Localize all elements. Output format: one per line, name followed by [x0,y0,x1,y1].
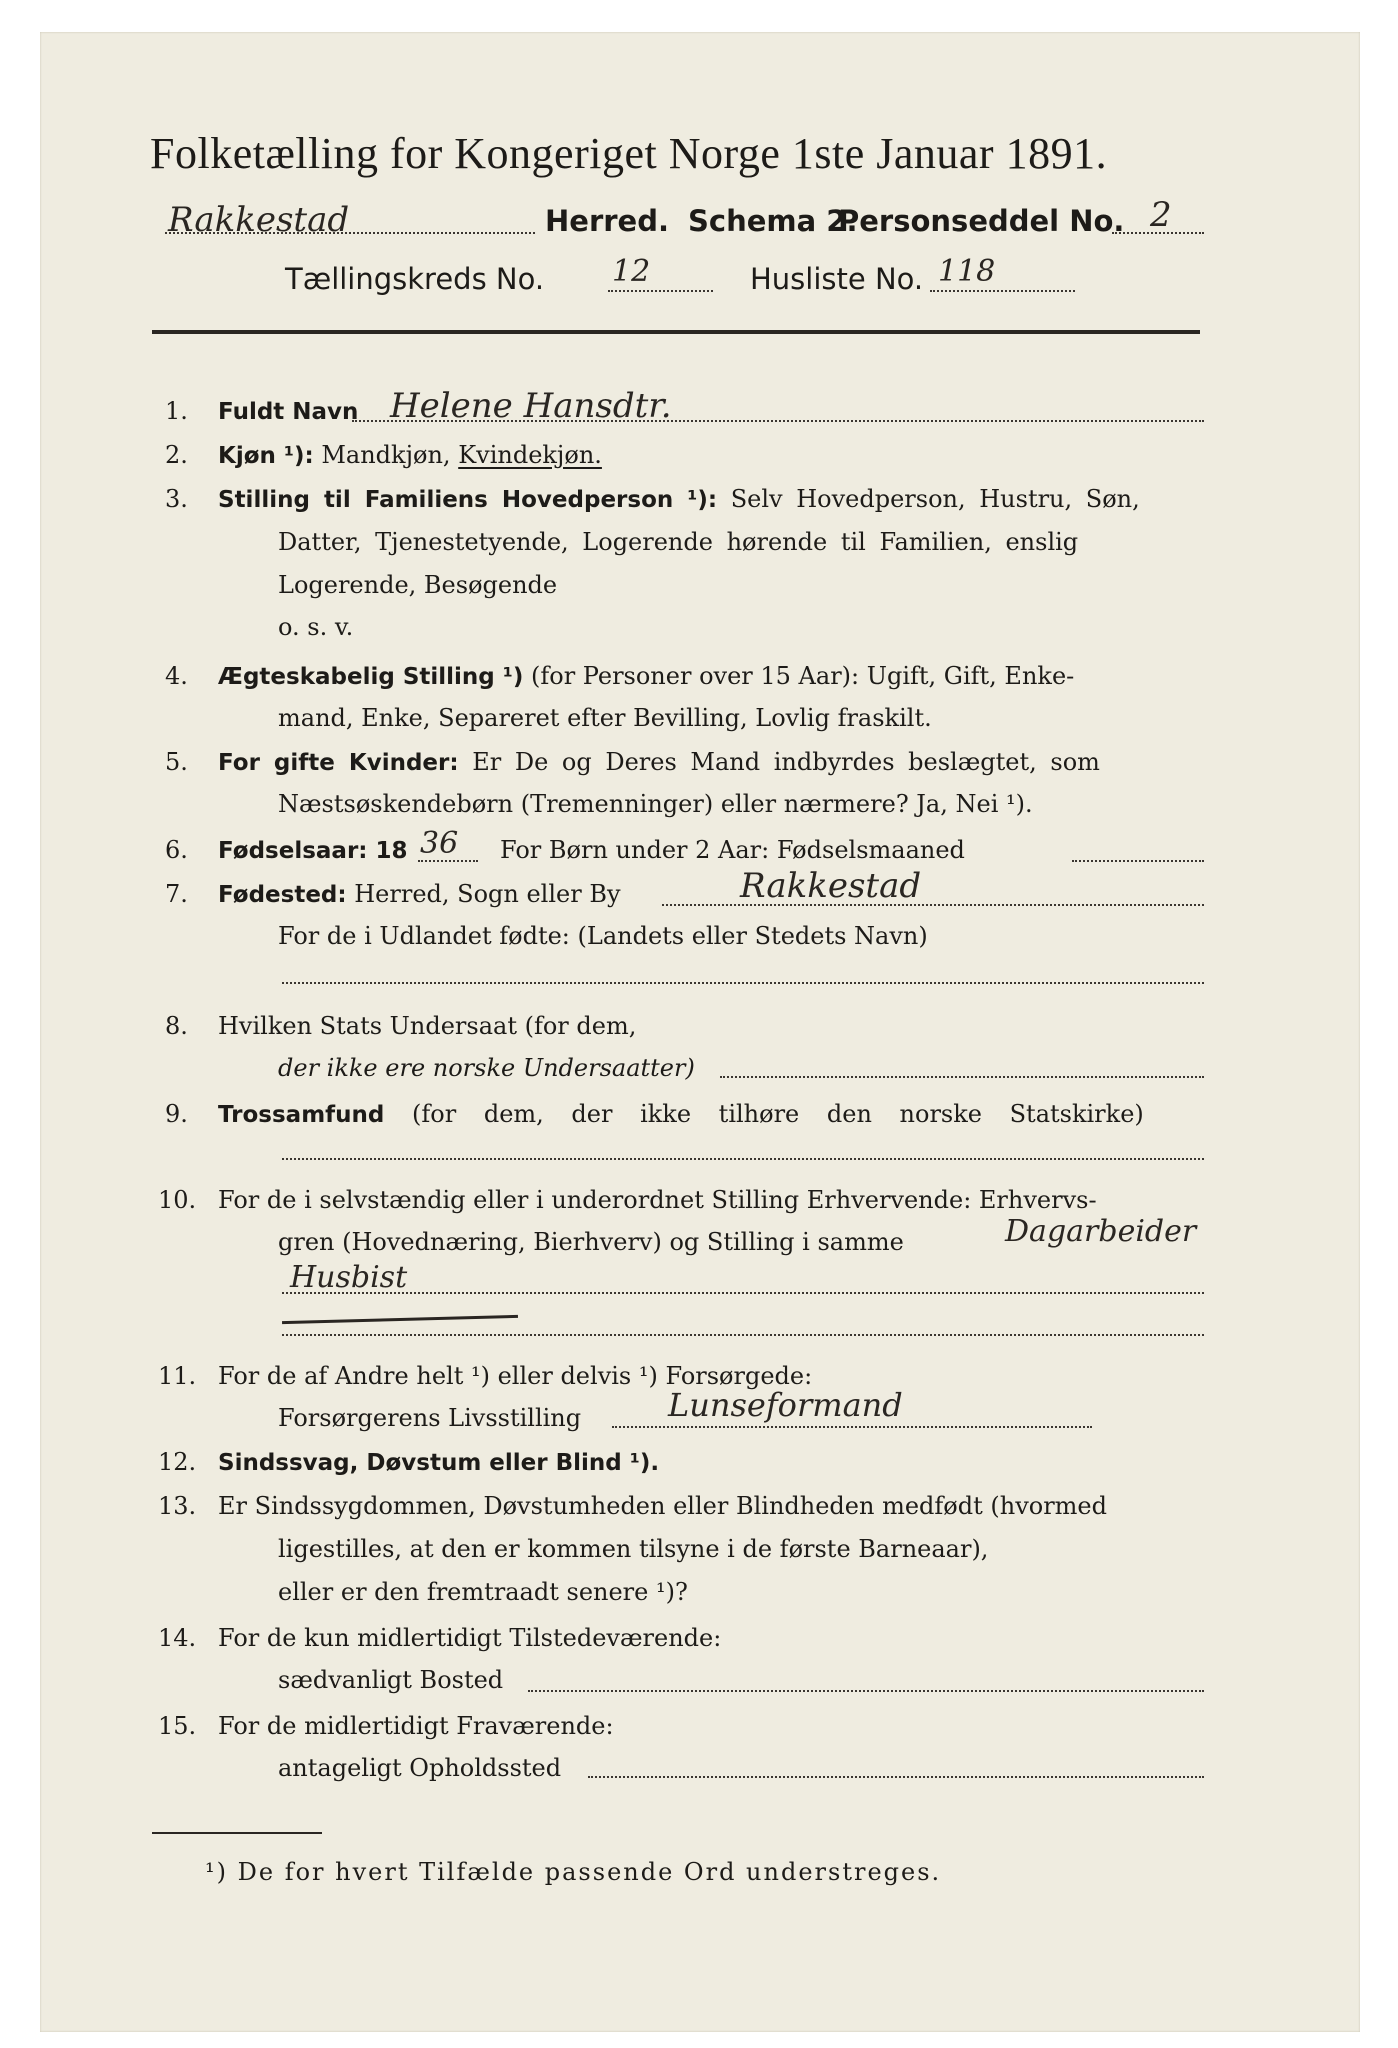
item-number-1: 1. [165,397,188,425]
position-row-3: Logerende, Besøgende [278,571,558,599]
occupation-value-1: Dagarbeider [1005,1214,1197,1249]
schema-label: Schema 2. [688,204,858,238]
position-row-1 [218,485,1140,513]
birth-year-label: Fødselsaar: 18 [218,838,408,864]
item-number-12: 12. [158,1448,197,1476]
birthplace-options: Herred, Sogn eller By [354,880,621,908]
sex-row [218,441,602,469]
sex-option-male: Mandkjøn, [321,441,451,469]
married-women-row-1 [218,748,1100,776]
birth-month-label: For Børn under 2 Aar: Fødselsmaaned [500,836,965,864]
occupation-row-2: gren (Hovednæring, Bierhverv) og Stilling i samme [278,1228,904,1256]
usual-residence-label: sædvanligt Bosted [278,1666,504,1694]
item-number-15: 15. [158,1712,197,1740]
married-women-question: Er De og Deres Mand indbyrdes beslægtet, som [472,748,1100,776]
provider-occupation-value: Lunseformand [668,1386,903,1424]
foreign-born-label: For de i Udlandet fødte: (Landets eller Stedets Navn) [278,922,928,950]
position-label: Stilling til Familiens Hovedperson ¹): [218,487,718,513]
temporary-present-row-1: For de kun midlertidigt Tilstedeværende: [218,1624,722,1652]
personseddel-value: 2 [1150,195,1172,235]
header-rule [152,330,1200,334]
citizenship-row-2: der ikke ere norske Undersaatter) [278,1054,695,1082]
birth-year-value: 36 [420,826,459,861]
religion-question: (for dem, der ikke tilhøre den norske Statskirke) [412,1100,1144,1128]
foreign-born-dotted-line [282,982,1204,984]
birthplace-row-1 [218,880,621,908]
position-options-1: Selv Hovedperson, Hustru, Søn, [730,485,1140,513]
occupation-dotted-line-2 [282,1334,1204,1336]
occupation-value-2: Husbist [290,1260,408,1295]
birth-year-dotted-line [418,860,478,862]
husliste-dotted-line [930,290,1075,292]
item-number-2: 2. [165,441,188,469]
birthplace-dotted-line [662,904,1204,906]
married-women-row-2: Næstsøskendebørn (Tremenninger) eller nærmere? Ja, Nei ¹). [278,790,1033,818]
citizenship-dotted-line [720,1076,1204,1078]
citizenship-row-1: Hvilken Stats Undersaat (for dem, [218,1012,637,1040]
congenital-row-3: eller er den fremtraadt senere ¹)? [278,1578,688,1606]
item-number-8: 8. [165,1012,188,1040]
birthplace-value: Rakkestad [740,866,922,906]
religion-label: Trossamfund [218,1102,385,1128]
item-number-10: 10. [158,1186,197,1214]
congenital-row-2: ligestilles, at den er kommen tilsyne i de første Barneaar), [278,1535,989,1563]
provider-dotted-line [612,1426,1092,1428]
occupation-dotted-line-1 [282,1292,1204,1294]
husliste-label: Husliste No. [750,262,924,296]
full-name-value: Helene Hansdtr. [390,386,672,426]
marital-row-2: mand, Enke, Separeret efter Bevilling, Lovlig fraskilt. [278,704,932,732]
form-title: Folketælling for Kongeriget Norge 1ste Januar 1891. [150,129,1108,178]
birth-month-dotted-line [1072,860,1204,862]
item-number-3: 3. [165,485,188,513]
personseddel-dotted-line [1112,232,1204,234]
married-women-label: For gifte Kvinder: [218,750,459,776]
full-name-dotted-line [352,420,1204,422]
taellingskreds-label: Tællingskreds No. [285,262,545,296]
congenital-row-1: Er Sindssygdommen, Døvstumheden eller Blindheden medfødt (hvormed [218,1492,1107,1520]
presumed-residence-label: antageligt Opholdssted [278,1754,562,1782]
item-number-13: 13. [158,1492,197,1520]
item-number-14: 14. [158,1624,197,1652]
dependent-row-2: Forsørgerens Livsstilling [278,1404,582,1432]
temporary-absent-row-1: For de midlertidigt Fraværende: [218,1712,614,1740]
item-number-9: 9. [165,1100,188,1128]
birthplace-label: Fødested: [218,882,347,908]
taellingskreds-value: 12 [612,254,651,289]
usual-residence-dotted-line [528,1690,1204,1692]
item-number-5: 5. [165,748,188,776]
occupation-row-1: For de i selvstændig eller i underordnet Stilling Erhvervende: Erhvervs- [218,1186,1097,1214]
dependent-row-1: For de af Andre helt ¹) eller delvis ¹) Forsørgede: [218,1362,813,1390]
personseddel-label: Personseddel No. [838,204,1125,238]
marital-options-1: (for Personer over 15 Aar): Ugift, Gift, Enke- [531,662,1075,690]
marital-row-1 [218,662,1074,690]
footnote-rule [152,1832,322,1834]
item-number-7: 7. [165,880,188,908]
position-row-2: Datter, Tjenestetyende, Logerende hørende til Familien, enslig [278,528,1079,556]
taellingskreds-dotted-line [608,290,713,292]
position-row-4: o. s. v. [278,613,354,641]
herred-value: Rakkestad [168,200,350,240]
item-number-4: 4. [165,662,188,690]
presumed-residence-dotted-line [588,1776,1204,1778]
item-number-6: 6. [165,836,188,864]
herred-dotted-line [165,232,535,234]
religion-dotted-line [282,1158,1204,1160]
footnote: ¹) De for hvert Tilfælde passende Ord understreges. [205,1858,942,1886]
item-number-11: 11. [158,1362,197,1390]
disability-label: Sindssvag, Døvstum eller Blind ¹). [218,1450,660,1476]
religion-row [218,1100,1144,1128]
full-name-label: Fuldt Navn [218,399,359,425]
herred-label: Herred. [545,204,669,238]
husliste-value: 118 [938,254,996,289]
sex-label: Kjøn ¹): [218,443,314,469]
marital-label: Ægteskabelig Stilling ¹) [218,664,524,690]
sex-option-female: Kvindekjøn. [458,441,602,469]
